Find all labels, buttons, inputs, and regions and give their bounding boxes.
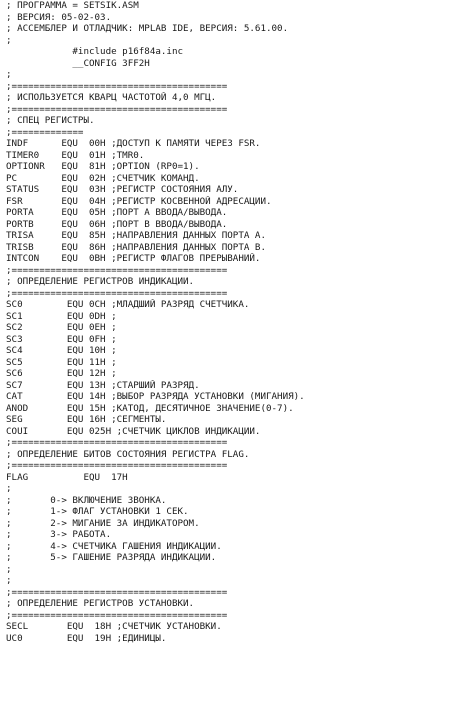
code-line: COUI EQU 025H ;СЧЕТЧИК ЦИКЛОВ ИНДИКАЦИИ. bbox=[6, 425, 261, 437]
code-line: FLAG EQU 17H bbox=[6, 471, 128, 483]
code-line: __CONFIG 3FF2H bbox=[6, 57, 150, 69]
code-line: UC0 EQU 19H ;ЕДИНИЦЫ. bbox=[6, 632, 167, 644]
code-line: INTCON EQU 0BH ;РЕГИСТР ФЛАГОВ ПРЕРЫВАНИЙ. bbox=[6, 253, 261, 264]
code-line: ; 5-> ГАШЕНИЕ РАЗРЯДА ИНДИКАЦИИ. bbox=[6, 552, 217, 563]
code-line: #include p16f84a.inc bbox=[6, 46, 184, 57]
code-line: STATUS EQU 03H ;РЕГИСТР СОСТОЯНИЯ АЛУ. bbox=[6, 184, 239, 195]
code-line: ;======================================= bbox=[6, 437, 228, 448]
code-line: ;======================================= bbox=[6, 103, 228, 115]
code-line: ;============= bbox=[6, 126, 84, 138]
code-line: ; 3-> РАБОТА. bbox=[6, 529, 112, 540]
code-line: ;======================================= bbox=[6, 80, 228, 92]
code-line: SC7 EQU 13H ;СТАРШИЙ РАЗРЯД. bbox=[6, 379, 200, 391]
code-line: ;======================================= bbox=[6, 586, 228, 598]
assembly-listing bbox=[6, 0, 446, 644]
code-line: PORTA EQU 05H ;ПОРТ А ВВОДА/ВЫВОДА. bbox=[6, 207, 228, 218]
code-line: ; 1-> ФЛАГ УСТАНОВКИ 1 СЕК. bbox=[6, 506, 189, 517]
code-line: SC3 EQU 0FH ; bbox=[6, 333, 117, 345]
code-line: ; bbox=[6, 34, 12, 46]
code-line: ; bbox=[6, 563, 12, 575]
code-line: FSR EQU 04H ;РЕГИСТР КОСВЕННОЙ АДРЕСАЦИИ. bbox=[6, 195, 272, 207]
code-line: ; ПРОГРАММА = SETSIK.ASM bbox=[6, 0, 139, 11]
code-line: SC2 EQU 0EH ; bbox=[6, 322, 117, 333]
code-line: OPTIONR EQU 81H ;OPTION (RP0=1). bbox=[6, 161, 200, 172]
code-line: ; 4-> СЧЕТЧИКА ГАШЕНИЯ ИНДИКАЦИИ. bbox=[6, 540, 222, 552]
code-line: TRISA EQU 85H ;НАПРАВЛЕНИЯ ДАННЫХ ПОРТА А. bbox=[6, 230, 266, 241]
code-line: ;======================================= bbox=[6, 287, 228, 299]
code-line: TRISB EQU 86H ;НАПРАВЛЕНИЯ ДАННЫХ ПОРТА В. bbox=[6, 241, 266, 253]
code-line: ; ИСПОЛЬЗУЕТСЯ КВАРЦ ЧАСТОТОЙ 4,0 МГЦ. bbox=[6, 92, 217, 103]
code-line: PORTB EQU 06H ;ПОРТ В ВВОДА/ВЫВОДА. bbox=[6, 218, 228, 230]
code-line: ;======================================= bbox=[6, 460, 228, 471]
code-line: TIMER0 EQU 01H ;TMR0. bbox=[6, 149, 145, 161]
code-line: SC0 EQU 0CH ;МЛАДШИЙ РАЗРЯД СЧЕТЧИКА. bbox=[6, 299, 250, 310]
code-line: SC1 EQU 0DH ; bbox=[6, 310, 117, 322]
code-line: ; 2-> МИГАНИЕ ЗА ИНДИКАТОРОМ. bbox=[6, 517, 200, 529]
code-line: ;======================================= bbox=[6, 609, 228, 621]
code-line: SC6 EQU 12H ; bbox=[6, 368, 117, 379]
code-line: ; ОПРЕДЕЛЕНИЕ РЕГИСТРОВ ИНДИКАЦИИ. bbox=[6, 276, 195, 287]
code-line: SC5 EQU 11H ; bbox=[6, 356, 117, 368]
code-line: ; ВЕРСИЯ: 05-02-03. bbox=[6, 11, 112, 23]
code-line: CAT EQU 14H ;ВЫБОР РАЗРЯДА УСТАНОВКИ (МИГАНИЯ). bbox=[6, 391, 305, 402]
code-line: ; ОПРЕДЕЛЕНИЕ РЕГИСТРОВ УСТАНОВКИ. bbox=[6, 598, 195, 609]
code-line: ; bbox=[6, 483, 12, 494]
code-line: SECL EQU 18H ;СЧЕТЧИК УСТАНОВКИ. bbox=[6, 621, 222, 632]
code-line: ANOD EQU 15H ;КАТОД, ДЕСЯТИЧНОЕ ЗНАЧЕНИЕ(0-7). bbox=[6, 402, 294, 414]
code-line: PC EQU 02H ;СЧЕТЧИК КОМАНД. bbox=[6, 172, 200, 184]
code-line: ; АССЕМБЛЕР И ОТЛАДЧИК: MPLAB IDE, ВЕРСИЯ: 5.61.00. bbox=[6, 23, 289, 34]
code-line: ; bbox=[6, 69, 12, 80]
code-line: SEG EQU 16H ;СЕГМЕНТЫ. bbox=[6, 414, 167, 425]
code-line: SC4 EQU 10H ; bbox=[6, 345, 117, 356]
code-line: INDF EQU 00H ;ДОСТУП К ПАМЯТИ ЧЕРЕЗ FSR. bbox=[6, 138, 261, 149]
code-line: ; СПЕЦ РЕГИСТРЫ. bbox=[6, 115, 95, 126]
code-line: ; ОПРЕДЕЛЕНИЕ БИТОВ СОСТОЯНИЯ РЕГИСТРА FLAG. bbox=[6, 448, 250, 460]
code-line: ; 0-> ВКЛЮЧЕНИЕ ЗВОНКА. bbox=[6, 494, 167, 506]
code-line: ; bbox=[6, 575, 12, 586]
code-line: ;======================================= bbox=[6, 264, 228, 276]
